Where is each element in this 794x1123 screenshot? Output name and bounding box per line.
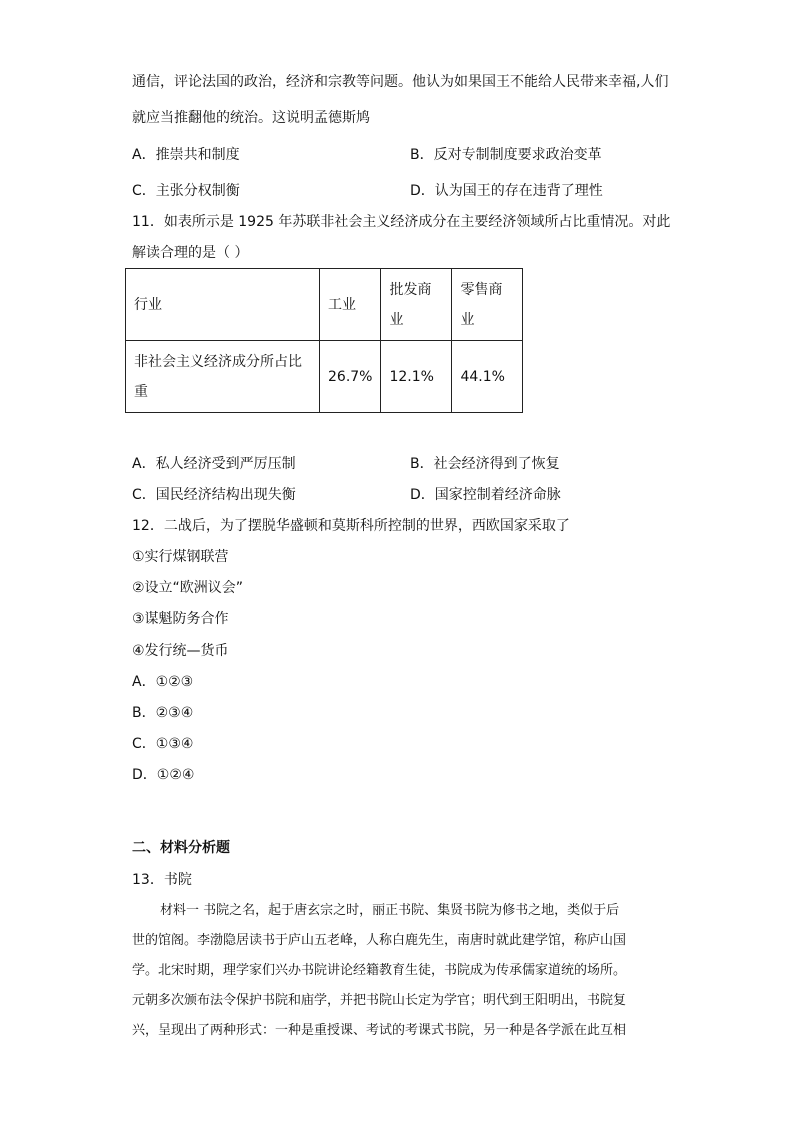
- material-line-3: 学。北宋时期，理学家们兴办书院讲论经籍教育生徒，书院成为传承儒家道统的场所。: [132, 963, 627, 978]
- q10-option-b[interactable]: B．反对专制制度要求政治变革: [410, 147, 602, 163]
- header-retail-line-2: 业: [460, 311, 475, 328]
- table-header-industry-col: [320, 269, 381, 341]
- table-row-label: [126, 341, 320, 413]
- material-line-4: 元朝多次颁布法令保护书院和庙学，并把书院山长定为学官；明代到王阳明出，书院复: [132, 993, 627, 1008]
- table-header-industry: [126, 269, 320, 341]
- q10-option-a[interactable]: A．推崇共和制度: [132, 147, 240, 163]
- q11-option-c[interactable]: C．国民经济结构出现失衡: [132, 487, 296, 503]
- table-header-row: [126, 269, 523, 341]
- q11-stem-line-1: 11．如表所示是 1925 年苏联非社会主义经济成分在主要经济领域所占比重情况。对此: [132, 214, 671, 230]
- q10-option-d[interactable]: D．认为国王的存在违背了理性: [410, 183, 603, 199]
- table-cell-wholesale: [381, 341, 452, 413]
- header-industry-col-label: 工业: [328, 296, 356, 313]
- q12-option-c[interactable]: C．①③④: [132, 736, 194, 752]
- table-cell-industry: [320, 341, 381, 413]
- q12-option-b[interactable]: B．②③④: [132, 705, 194, 721]
- q12-option-a[interactable]: A．①②③: [132, 674, 194, 690]
- header-wholesale-line-1: 批发商: [389, 281, 432, 298]
- q12-item-4: ④发行统—货币: [132, 643, 229, 659]
- q12-stem: 12．二战后，为了摆脱华盛顿和莫斯科所控制的世界，西欧国家采取了: [132, 518, 570, 534]
- q11-option-a[interactable]: A．私人经济受到严厉压制: [132, 456, 296, 472]
- table-header-retail: [452, 269, 523, 341]
- row-label-line-2: 重: [134, 383, 148, 400]
- cell-industry-value: 26.7%: [328, 368, 373, 385]
- q11-data-table: [125, 268, 523, 413]
- table-row: [126, 341, 523, 413]
- cell-retail-value: 44.1%: [460, 368, 505, 385]
- material-line-2: 世的馆阁。李渤隐居读书于庐山五老峰，人称白鹿先生，南唐时就此建学馆，称庐山国: [132, 933, 627, 948]
- q12-item-1: ①实行煤钢联营: [132, 549, 229, 565]
- q11-stem-line-2: 解读合理的是（ ）: [132, 245, 249, 261]
- q12-option-d[interactable]: D．①②④: [132, 767, 195, 783]
- q11-option-b[interactable]: B．社会经济得到了恢复: [410, 456, 560, 472]
- header-retail-line-1: 零售商: [460, 281, 503, 298]
- material-line-1: 材料一 书院之名，起于唐玄宗之时，丽正书院、集贤书院为修书之地，类似于后: [160, 903, 620, 918]
- header-industry-label: 行业: [134, 296, 162, 313]
- q12-item-2: ②设立“欧洲议会”: [132, 580, 244, 596]
- q11-option-d[interactable]: D．国家控制着经济命脉: [410, 487, 561, 503]
- table-cell-retail: [452, 341, 523, 413]
- q10-stem-line-1: 通信，评论法国的政治，经济和宗教等问题。他认为如果国王不能给人民带来幸福,人们: [132, 74, 669, 90]
- section-2-heading: 二、材料分析题: [132, 840, 230, 856]
- material-line-5: 兴，呈现出了两种形式：一种是重授课、考试的考课式书院，另一种是各学派在此互相: [132, 1023, 627, 1038]
- q10-option-c[interactable]: C．主张分权制衡: [132, 183, 240, 199]
- cell-wholesale-value: 12.1%: [389, 368, 434, 385]
- table-header-wholesale: [381, 269, 452, 341]
- q13-title: 13．书院: [132, 872, 192, 888]
- q12-item-3: ③谋魁防务合作: [132, 611, 229, 627]
- header-wholesale-line-2: 业: [389, 311, 404, 328]
- q10-stem-line-2: 就应当推翻他的统治。这说明孟德斯鸠: [132, 110, 370, 126]
- row-label-line-1: 非社会主义经济成分所占比: [134, 353, 302, 370]
